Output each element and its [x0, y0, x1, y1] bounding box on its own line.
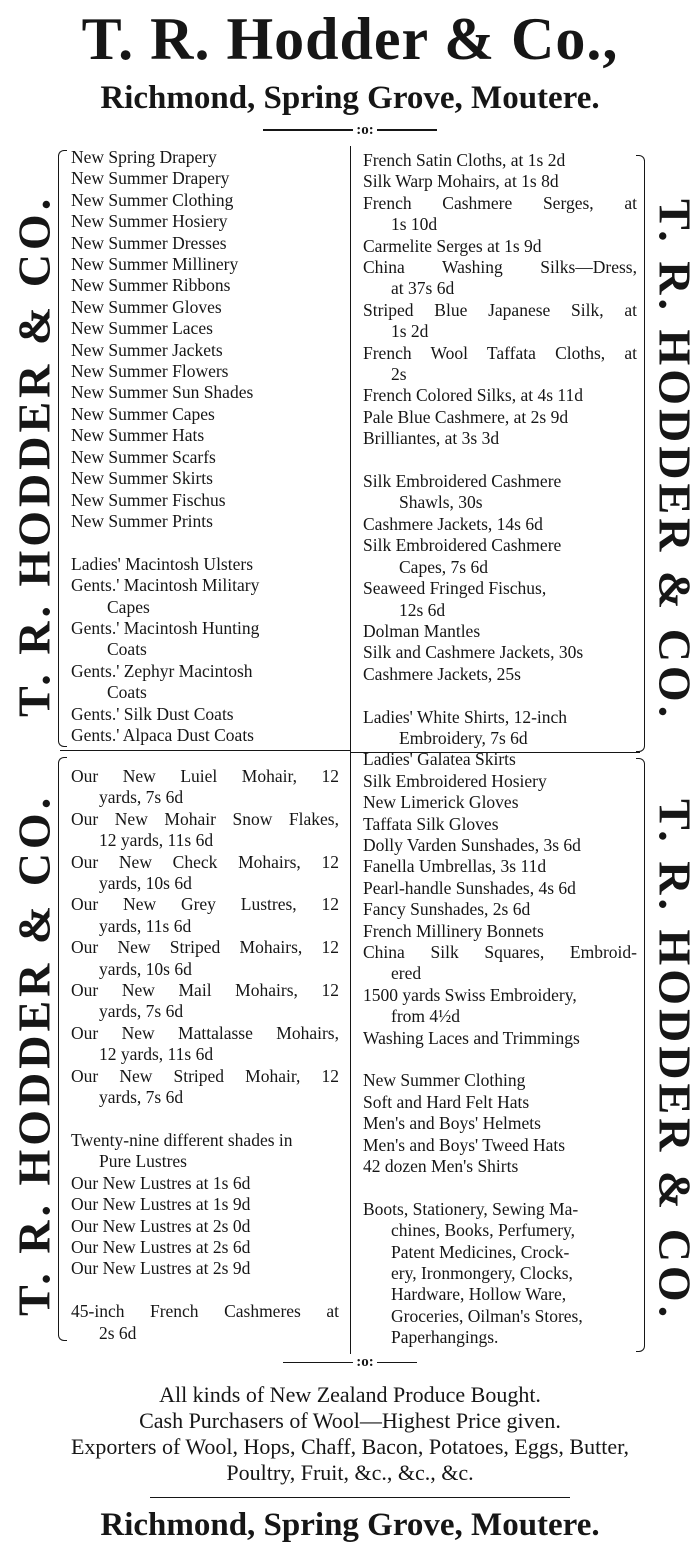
left-group-1	[71, 147, 339, 532]
list-item: Pearl-handle Sunshades, 4s 6d	[363, 877, 576, 898]
list-item: New Summer Clothing	[363, 1070, 526, 1091]
footer-line-4: Poultry, Fruit, &c., &c., &c.	[226, 1460, 474, 1485]
list-item: Our New Lustres at 2s 9d	[71, 1258, 251, 1279]
list-item: Cashmere Jackets, 14s 6d	[363, 513, 543, 534]
list-item-cont: Capes	[107, 596, 150, 617]
list-item: New Summer Skirts	[71, 468, 213, 489]
list-item: Our New Lustres at 1s 9d	[71, 1194, 251, 1215]
list-item: New Summer Scarfs	[71, 446, 216, 467]
list-item: Men's and Boys' Tweed Hats	[363, 1134, 566, 1155]
list-item-cont: yards, 7s 6d	[99, 787, 184, 808]
left-brace-bottom	[58, 757, 67, 1341]
side-label-left-top: T. R. HODDER & CO.	[8, 194, 60, 717]
footer-line-1: All kinds of New Zealand Produce Bought.	[159, 1382, 541, 1407]
list-item-cont: Groceries, Oilman's Stores,	[391, 1305, 583, 1326]
list-item-cont: yards, 10s 6d	[99, 958, 192, 979]
list-item: Our New Mohair Snow Flakes,	[71, 808, 339, 829]
right-brace-top	[636, 155, 645, 752]
left-group-3	[71, 766, 339, 1109]
list-item: Fanella Umbrellas, 3s 11d	[363, 856, 547, 877]
column-divider	[350, 146, 351, 1354]
list-item: 42 dozen Men's Shirts	[363, 1156, 519, 1177]
right-group-4	[363, 1070, 637, 1177]
advertiser-title: T. R. Hodder & Co.,	[81, 6, 619, 72]
list-item: Men's and Boys' Helmets	[363, 1113, 541, 1134]
list-item: Ladies' Galatea Skirts	[363, 749, 516, 770]
list-item-cont: yards, 7s 6d	[99, 1001, 184, 1022]
list-item: Our New Lustres at 2s 0d	[71, 1215, 251, 1236]
side-label-right-bottom: T. R. HODDER & CO.	[649, 798, 700, 1322]
list-item-cont: 1s 2d	[391, 321, 429, 342]
location-subtitle: Richmond, Spring Grove, Moutere.	[100, 80, 600, 116]
list-item: Soft and Hard Felt Hats	[363, 1091, 530, 1112]
list-item-cont: 1s 10d	[391, 214, 438, 235]
list-item-cont: from 4½d	[391, 1006, 461, 1027]
ornamental-divider-bottom	[0, 1352, 700, 1372]
list-item: Twenty-nine different shades in	[71, 1129, 293, 1150]
list-item: Our New Check Mohairs, 12	[71, 851, 339, 872]
list-item-cont: Capes, 7s 6d	[399, 556, 488, 577]
list-item: Ladies' Macintosh Ulsters	[71, 553, 254, 574]
list-item: New Spring Drapery	[71, 147, 217, 167]
list-item: Seaweed Fringed Fischus,	[363, 578, 547, 599]
list-item: Our New Luiel Mohair, 12	[71, 766, 339, 786]
list-item: New Summer Capes	[71, 403, 215, 424]
divider-mark: :o:	[356, 1353, 374, 1370]
list-item: French Wool Taffata Cloths, at	[363, 342, 637, 363]
list-item: New Summer Fischus	[71, 489, 226, 510]
list-item: Dolly Varden Sunshades, 3s 6d	[363, 834, 581, 855]
list-item: Our New Striped Mohair, 12	[71, 1065, 339, 1086]
list-item: Silk Embroidered Hosiery	[363, 770, 547, 791]
list-item: Gents.' Macintosh Military	[71, 575, 260, 596]
list-item: New Summer Millinery	[71, 254, 239, 275]
list-item: New Summer Hats	[71, 425, 205, 446]
list-item: Silk Embroidered Cashmere	[363, 535, 562, 556]
list-item: New Summer Sun Shades	[71, 382, 254, 403]
list-item: New Summer Jackets	[71, 339, 223, 360]
divider-mark: :o:	[356, 121, 374, 138]
list-item: New Limerick Gloves	[363, 792, 519, 813]
list-item: Our New Mail Mohairs, 12	[71, 980, 339, 1001]
list-item: New Summer Laces	[71, 318, 213, 339]
side-label-left-bottom: T. R. HODDER & CO.	[8, 793, 60, 1317]
list-item-cont: Hardware, Hollow Ware,	[391, 1284, 567, 1305]
list-item: New Summer Flowers	[71, 361, 229, 382]
list-item-cont: Patent Medicines, Crock-	[391, 1241, 570, 1262]
list-item: Gents.' Alpaca Dust Coats	[71, 724, 254, 745]
list-item-cont: yards, 10s 6d	[99, 873, 192, 894]
list-item: Gents.' Zephyr Macintosh	[71, 660, 253, 681]
left-brace-top	[58, 150, 67, 747]
list-item-cont: Pure Lustres	[99, 1151, 187, 1172]
list-item: New Summer Dresses	[71, 232, 227, 253]
right-group-5	[363, 1199, 637, 1349]
list-item-cont: 2s	[391, 364, 407, 385]
list-item: 1500 yards Swiss Embroidery,	[363, 984, 577, 1005]
left-section-rule	[60, 750, 350, 751]
list-item: Fancy Sunshades, 2s 6d	[363, 899, 531, 920]
list-item-cont: Coats	[107, 639, 147, 660]
list-item-cont: ered	[391, 963, 422, 984]
list-item: Our New Mattalasse Mohairs,	[71, 1022, 339, 1043]
list-item: French Colored Silks, at 4s 11d	[363, 385, 584, 406]
right-group-3	[363, 707, 637, 1050]
ornamental-divider-top	[0, 120, 700, 140]
list-item-cont: Embroidery, 7s 6d	[399, 727, 528, 748]
list-item: New Summer Drapery	[71, 168, 230, 189]
list-item: 45-inch French Cashmeres at	[71, 1301, 339, 1322]
right-brace-bottom	[636, 758, 645, 1352]
list-item: New Summer Prints	[71, 510, 213, 531]
list-item: Washing Laces and Trimmings	[363, 1027, 580, 1048]
right-group-2	[363, 471, 637, 685]
list-item: Gents.' Silk Dust Coats	[71, 703, 234, 724]
list-item: Our New Grey Lustres, 12	[71, 894, 339, 915]
list-item-cont: yards, 7s 6d	[99, 1087, 184, 1108]
list-item: French Cashmere Serges, at	[363, 192, 637, 213]
list-item: Our New Lustres at 2s 6d	[71, 1236, 251, 1257]
list-item: Ladies' White Shirts, 12-inch	[363, 706, 568, 727]
list-item: Carmelite Serges at 1s 9d	[363, 235, 542, 256]
list-item-cont: Paperhangings.	[391, 1327, 499, 1348]
list-item: Cashmere Jackets, 25s	[363, 663, 521, 684]
list-item: Silk Embroidered Cashmere	[363, 471, 562, 492]
list-item: Taffata Silk Gloves	[363, 813, 499, 834]
list-item-cont: Shawls, 30s	[399, 492, 483, 513]
side-label-right-top: T. R. HODDER & CO.	[649, 198, 700, 722]
list-item: Gents.' Macintosh Hunting	[71, 617, 260, 638]
list-item-cont: yards, 11s 6d	[99, 915, 192, 936]
list-item: China Silk Squares, Embroid-	[363, 942, 637, 962]
right-group-1	[363, 150, 637, 450]
list-item-cont: 2s 6d	[99, 1322, 137, 1343]
list-item: New Summer Clothing	[71, 189, 234, 210]
list-item: Pale Blue Cashmere, at 2s 9d	[363, 406, 569, 427]
list-item: Silk Warp Mohairs, at 1s 8d	[363, 171, 559, 192]
list-item-cont: 12 yards, 11s 6d	[99, 830, 214, 851]
list-item: Striped Blue Japanese Silk, at	[363, 299, 637, 320]
list-item-cont: ery, Ironmongery, Clocks,	[391, 1263, 573, 1284]
list-item: French Satin Cloths, at 1s 2d	[363, 150, 566, 170]
list-item: Brilliantes, at 3s 3d	[363, 428, 500, 449]
list-item: Dolman Mantles	[363, 620, 481, 641]
list-item: New Summer Hosiery	[71, 211, 228, 232]
list-item: New Summer Ribbons	[71, 275, 231, 296]
bottom-location-title: Richmond, Spring Grove, Moutere.	[100, 1507, 600, 1543]
list-item: China Washing Silks—Dress,	[363, 257, 637, 278]
left-group-2	[71, 554, 339, 747]
left-group-5	[71, 1301, 339, 1344]
list-item: Boots, Stationery, Sewing Ma-	[363, 1198, 579, 1219]
list-item: Our New Striped Mohairs, 12	[71, 937, 339, 958]
right-column	[363, 150, 637, 1349]
list-item-cont: at 37s 6d	[391, 278, 455, 299]
list-item: Silk and Cashmere Jackets, 30s	[363, 642, 584, 663]
list-item-cont: chines, Books, Perfumery,	[391, 1220, 576, 1241]
list-item: Our New Lustres at 1s 6d	[71, 1172, 251, 1193]
list-item: French Millinery Bonnets	[363, 920, 544, 941]
list-item-cont: 12s 6d	[399, 599, 446, 620]
list-item: New Summer Gloves	[71, 296, 222, 317]
footer-rule	[150, 1497, 570, 1498]
left-group-4	[71, 1130, 339, 1280]
list-item-cont: Coats	[107, 682, 147, 703]
list-item-cont: 12 yards, 11s 6d	[99, 1044, 214, 1065]
left-column-lower	[71, 766, 339, 1344]
footer-line-3: Exporters of Wool, Hops, Chaff, Bacon, Potatoes, Eggs, Butter,	[70, 1434, 630, 1459]
left-column	[71, 147, 339, 746]
footer-line-2: Cash Purchasers of Wool—Highest Price given.	[139, 1408, 561, 1433]
